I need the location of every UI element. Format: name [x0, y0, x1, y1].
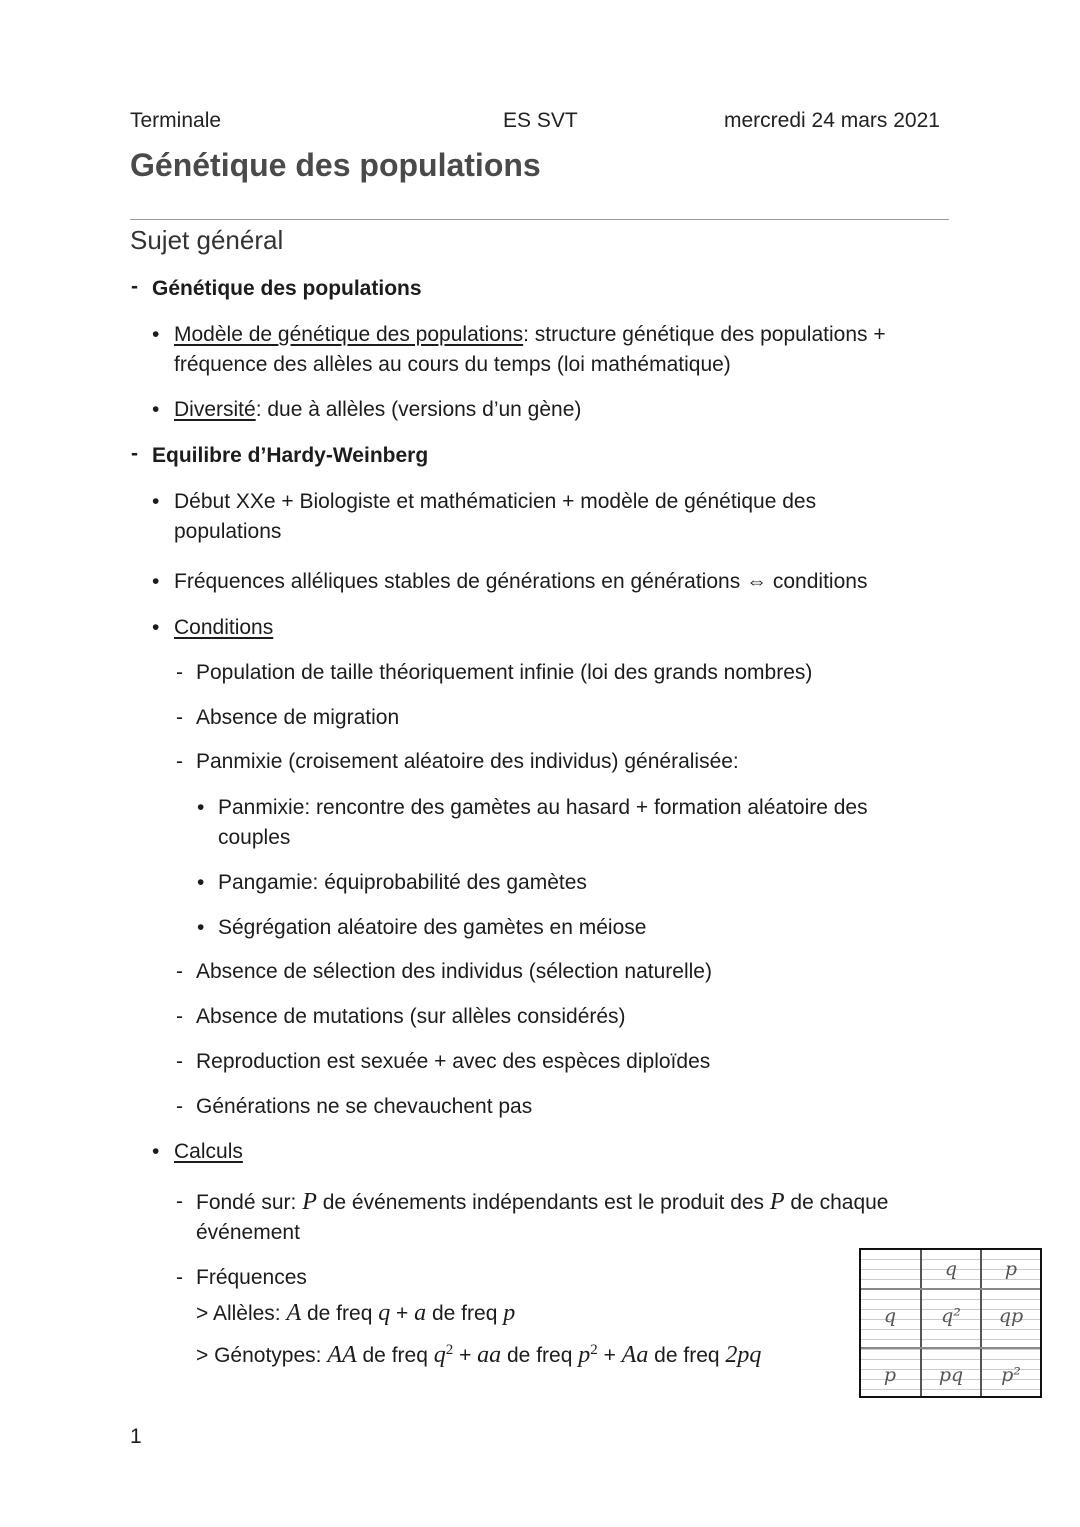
- dash-marker: -: [176, 1266, 183, 1289]
- grid-line: [861, 1288, 1040, 1290]
- page-number: 1: [130, 1425, 142, 1448]
- exponent: 2: [590, 1342, 598, 1358]
- bullet-marker: •: [197, 916, 205, 939]
- text: +: [597, 1344, 622, 1367]
- sub-item: Ségrégation aléatoire des gamètes en méiose: [218, 916, 647, 939]
- cell-pq: pq: [938, 1364, 964, 1386]
- calc-item: [196, 1189, 889, 1216]
- bullet-marker: •: [152, 323, 160, 346]
- text: +: [453, 1344, 478, 1367]
- list-item-cont: populations: [174, 520, 282, 543]
- bullet-marker: •: [152, 490, 160, 513]
- text: de freq: [501, 1344, 579, 1367]
- list-item: Conditions: [174, 616, 274, 639]
- dash-marker: -: [176, 1095, 183, 1118]
- genotype-frequencies: [196, 1337, 761, 1369]
- sub-item-cont: couples: [218, 826, 291, 849]
- math: p: [578, 1342, 591, 1368]
- section-heading: Equilibre d’Hardy-Weinberg: [152, 444, 429, 467]
- dash-marker: -: [176, 960, 183, 983]
- allele-frequencies: [196, 1300, 515, 1327]
- header-subject: ES SVT: [503, 109, 578, 132]
- bullet-marker: •: [152, 398, 160, 421]
- page-title: Génétique des populations: [130, 147, 541, 183]
- math: q: [378, 1300, 391, 1326]
- grid-line: [861, 1347, 1040, 1349]
- bullet-marker: •: [197, 871, 205, 894]
- cell-p2: p²: [1001, 1364, 1021, 1386]
- bullet-marker: •: [152, 616, 160, 639]
- math: Aa: [621, 1342, 649, 1368]
- math: P: [769, 1189, 785, 1215]
- header-class: Terminale: [130, 109, 222, 132]
- text: de freq: [426, 1302, 504, 1325]
- exponent: 2: [445, 1342, 454, 1358]
- list-item: Début XXe + Biologiste et mathématicien + modèle de génétique des: [174, 490, 817, 513]
- dash-marker: -: [176, 1190, 183, 1213]
- dash-marker: -: [176, 706, 183, 729]
- list-item: [174, 322, 886, 348]
- text: : due à allèles (versions d’un gène): [255, 398, 582, 421]
- math: A: [286, 1300, 302, 1326]
- dash-marker: -: [176, 1050, 183, 1073]
- text: > Allèles:: [196, 1302, 287, 1325]
- dash-marker: -: [131, 442, 138, 465]
- list-item-cont: fréquence des allèles au cours du temps (loi mathématique): [174, 353, 731, 376]
- list-item: [174, 397, 581, 423]
- text: de événements indépendants est le produit des: [316, 1191, 770, 1214]
- dash-marker: -: [131, 275, 138, 298]
- divider: [130, 219, 949, 220]
- dash-marker: -: [176, 750, 183, 773]
- calc-item-cont: événement: [196, 1221, 300, 1244]
- sub-item: Pangamie: équiprobabilité des gamètes: [218, 871, 587, 894]
- text: +: [390, 1302, 415, 1325]
- math: 2pq: [725, 1342, 762, 1368]
- text: de freq: [301, 1302, 379, 1325]
- term: Diversité: [174, 398, 256, 421]
- bullet-marker: •: [152, 570, 160, 593]
- text: : structure génétique des populations +: [523, 323, 886, 346]
- condition-item: Absence de mutations (sur allèles considérés): [196, 1005, 626, 1028]
- math: AA: [327, 1342, 357, 1368]
- sub-item: Panmixie: rencontre des gamètes au hasard + formation aléatoire des: [218, 796, 868, 819]
- row-q: q: [883, 1305, 897, 1327]
- bullet-marker: •: [152, 1140, 160, 1163]
- condition-item: Reproduction est sexuée + avec des espèces diploïdes: [196, 1050, 711, 1073]
- text: Fondé sur:: [196, 1191, 303, 1214]
- section-subtitle: Sujet général: [130, 225, 284, 255]
- calc-item: Fréquences: [196, 1266, 307, 1289]
- header-q: q: [944, 1258, 958, 1280]
- cell-qp: qp: [998, 1305, 1024, 1327]
- bullet-marker: •: [197, 796, 205, 819]
- section-heading: Génétique des populations: [152, 277, 422, 300]
- header-p: p: [1004, 1258, 1018, 1280]
- math: p: [503, 1300, 516, 1326]
- list-item: Fréquences alléliques stables de générations en générations ⇔ conditions: [174, 570, 868, 593]
- row-p: p: [883, 1364, 897, 1386]
- condition-item: Panmixie (croisement aléatoire des individus) généralisée:: [196, 750, 739, 773]
- term: Modèle de génétique des populations: [174, 323, 524, 346]
- text: de freq: [356, 1344, 434, 1367]
- dash-marker: -: [176, 661, 183, 684]
- text: > Génotypes:: [196, 1344, 328, 1367]
- math: aa: [477, 1342, 502, 1368]
- header-date: mercredi 24 mars 2021: [724, 109, 940, 132]
- condition-item: Absence de migration: [196, 706, 400, 729]
- math: P: [302, 1189, 317, 1215]
- punnett-square-image: [859, 1248, 1042, 1398]
- dash-marker: -: [176, 1005, 183, 1028]
- cell-q2: q²: [941, 1305, 961, 1327]
- math: q: [433, 1342, 446, 1368]
- text: de freq: [648, 1344, 726, 1367]
- condition-item: Générations ne se chevauchent pas: [196, 1095, 533, 1118]
- math: a: [414, 1300, 427, 1326]
- text: de chaque: [784, 1191, 889, 1214]
- condition-item: Population de taille théoriquement infinie (loi des grands nombres): [196, 661, 813, 684]
- list-item: Calculs: [174, 1140, 243, 1163]
- condition-item: Absence de sélection des individus (sélection naturelle): [196, 960, 712, 983]
